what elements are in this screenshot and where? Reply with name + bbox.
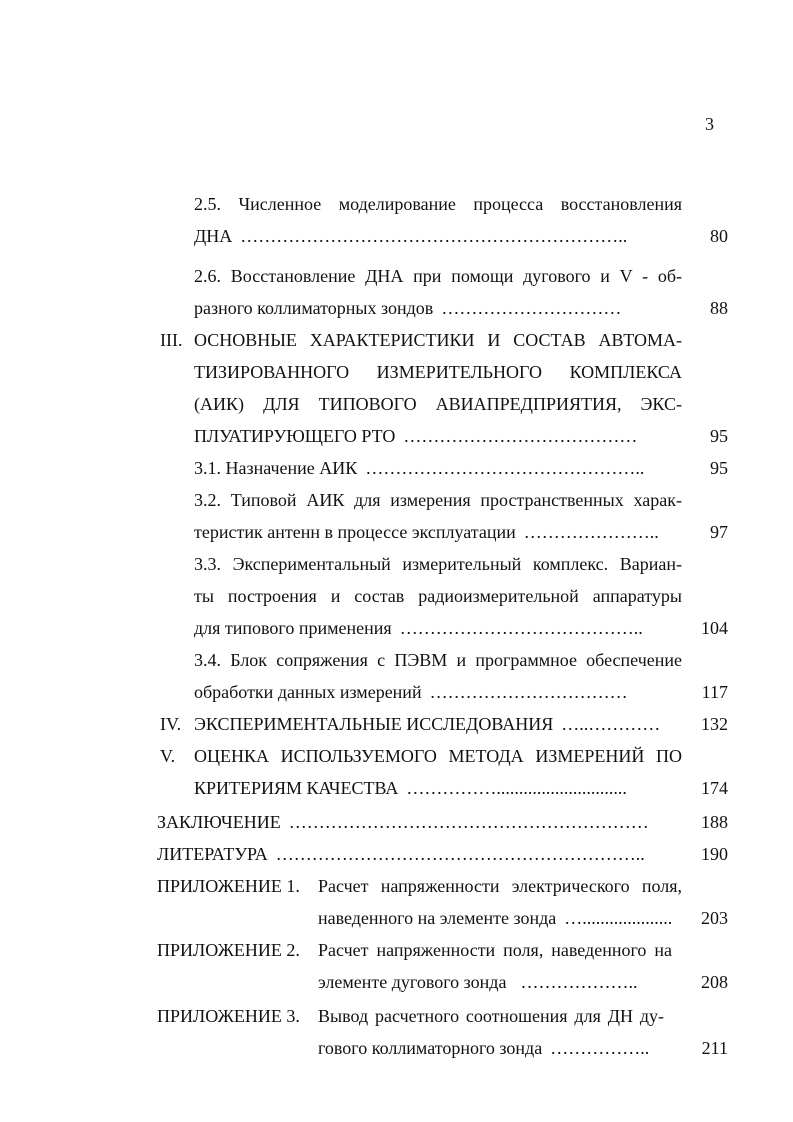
- dot-leader: ………………..: [520, 972, 638, 992]
- toc-text: 3.1. Назначение АИК: [194, 458, 358, 478]
- toc-page-number: 95: [710, 458, 728, 478]
- toc-page-number: 117: [701, 682, 728, 702]
- chapter-numeral: V.: [160, 746, 176, 766]
- toc-text: ДНА: [194, 226, 233, 246]
- appendix-label: ПРИЛОЖЕНИЕ 1.: [157, 876, 300, 896]
- appendix-label: ПРИЛОЖЕНИЕ 3.: [157, 1006, 300, 1026]
- dot-leader: …………………………………..: [399, 618, 643, 638]
- toc-text: ЗАКЛЮЧЕНИЕ: [157, 812, 281, 832]
- toc-text: ПЛУАТИРУЮЩЕГО РТО: [194, 426, 396, 446]
- toc-text: гового коллиматорного зонда: [318, 1038, 543, 1058]
- toc-page-number: 203: [701, 908, 728, 928]
- toc-text: КРИТЕРИЯМ КАЧЕСТВА: [194, 778, 399, 798]
- dot-leader: ………………………………………………………..: [240, 226, 628, 246]
- dot-leader: …....................: [564, 908, 673, 928]
- toc-text: теристик антенн в процессе эксплуатации: [194, 522, 516, 542]
- toc-page-number: 208: [701, 972, 728, 992]
- toc-text: 3.3. Экспериментальный измерительный комплекс. Вариан-: [194, 554, 682, 574]
- dot-leader: ………………………………………..: [365, 458, 645, 478]
- dot-leader: …………………………: [441, 298, 622, 318]
- dot-leader: ……………………………………………………: [288, 812, 649, 832]
- toc-page-number: 190: [701, 844, 728, 864]
- toc-text: ТИЗИРОВАННОГО ИЗМЕРИТЕЛЬНОГО КОМПЛЕКСА: [194, 362, 682, 382]
- dot-leader: …………………..: [523, 522, 659, 542]
- toc-page-number: 132: [701, 714, 728, 734]
- toc-text: наведенного на элементе зонда: [318, 908, 557, 928]
- toc-text: ЭКСПЕРИМЕНТАЛЬНЫЕ ИССЛЕДОВАНИЯ: [194, 714, 554, 734]
- dot-leader: …………….............................: [406, 778, 627, 798]
- toc-text: ОЦЕНКА ИСПОЛЬЗУЕМОГО МЕТОДА ИЗМЕРЕНИЙ ПО: [194, 746, 682, 766]
- toc-page-number: 174: [701, 778, 728, 798]
- toc-text: элементе дугового зонда: [318, 972, 507, 992]
- chapter-numeral: III.: [160, 330, 183, 350]
- toc-text: ОСНОВНЫЕ ХАРАКТЕРИСТИКИ И СОСТАВ АВТОМА-: [194, 330, 682, 350]
- toc-page-number: 95: [710, 426, 728, 446]
- toc-text: Расчет напряженности поля, наведенного на: [318, 940, 672, 960]
- toc-text: обработки данных измерений: [194, 682, 422, 702]
- toc-text: для типового применения: [194, 618, 392, 638]
- toc-text: Расчет напряженности электрического поля,: [318, 876, 682, 896]
- chapter-numeral: IV.: [160, 714, 182, 734]
- toc-text: 2.5. Численное моделирование процесса восстановления: [194, 194, 682, 214]
- dot-leader: …..…………: [561, 714, 661, 734]
- toc-page-number: 97: [710, 522, 728, 542]
- dot-leader: ……………………………………………………..: [275, 844, 645, 864]
- toc-text: разного коллиматорных зондов: [194, 298, 434, 318]
- appendix-label: ПРИЛОЖЕНИЕ 2.: [157, 940, 300, 960]
- toc-text: ЛИТЕРАТУРА: [157, 844, 268, 864]
- dot-leader: ……………………………: [429, 682, 628, 702]
- toc-page-number: 104: [701, 618, 728, 638]
- dot-leader: …………………………………: [403, 426, 638, 446]
- toc-text: ты построения и состав радиоизмерительной аппаратуры: [194, 586, 682, 606]
- toc-text: 3.2. Типовой АИК для измерения пространственных харак-: [194, 490, 682, 510]
- toc-text: 3.4. Блок сопряжения с ПЭВМ и программное обеспечение: [194, 650, 682, 670]
- toc-page-number: 80: [710, 226, 728, 246]
- toc-text: (АИК) ДЛЯ ТИПОВОГО АВИАПРЕДПРИЯТИЯ, ЭКС-: [194, 394, 682, 414]
- toc-page-number: 88: [710, 298, 728, 318]
- toc-text: Вывод расчетного соотношения для ДН ду-: [318, 1006, 664, 1026]
- dot-leader: ……………..: [550, 1038, 650, 1058]
- toc-page-number: 211: [701, 1038, 728, 1058]
- toc-text: 2.6. Восстановление ДНА при помощи дугового и V - об-: [194, 266, 682, 286]
- page-number: 3: [705, 114, 714, 134]
- toc-page-number: 188: [701, 812, 728, 832]
